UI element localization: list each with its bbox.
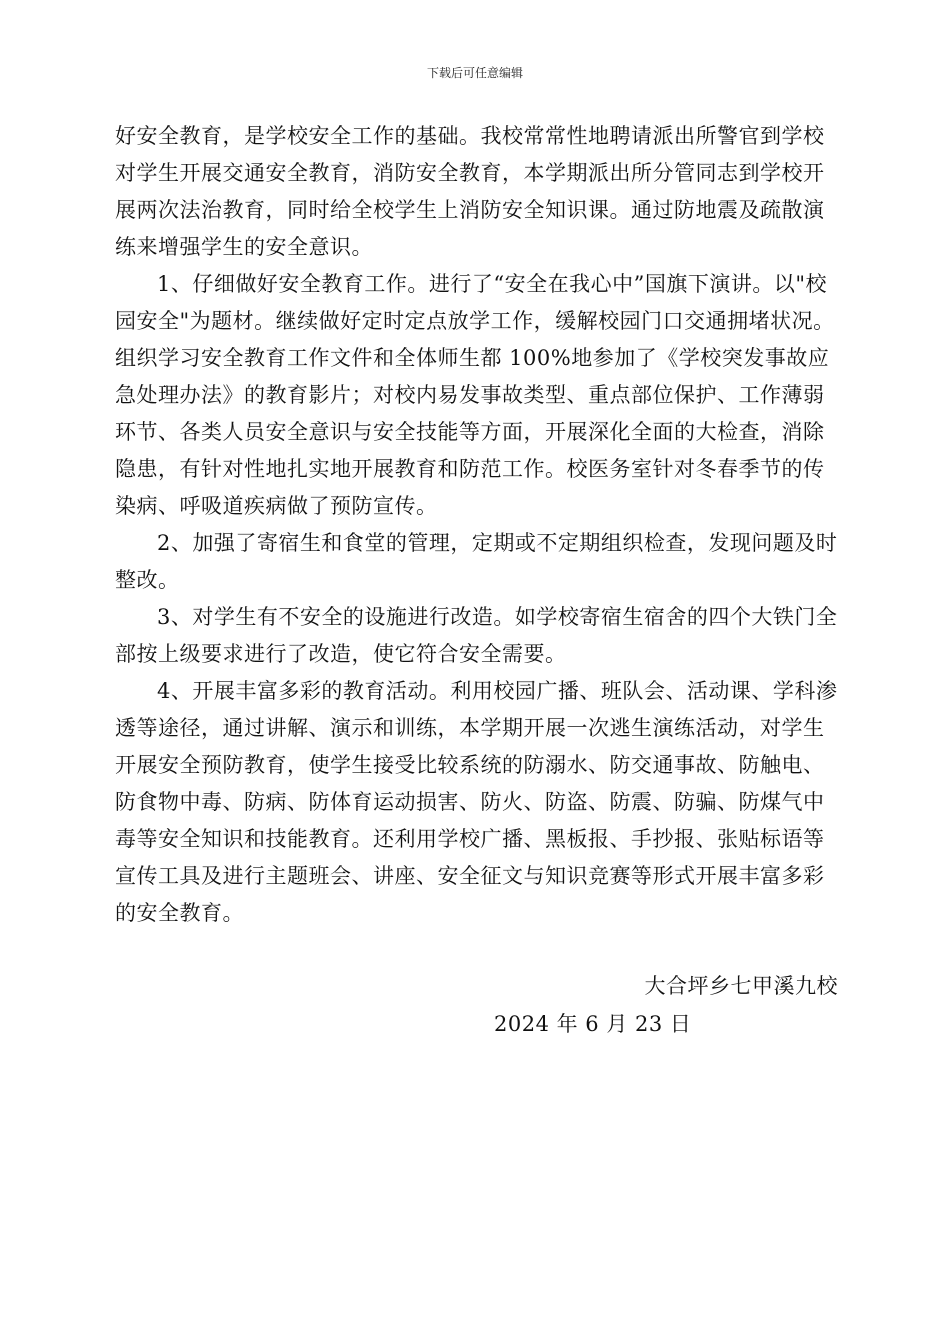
paragraph-item-2: 2、加强了寄宿生和食堂的管理，定期或不定期组织检查，发现问题及时整改。 [115, 531, 838, 592]
signature-date: 2024 年 6 月 23 日 [494, 1012, 692, 1036]
page-header-note: 下载后可任意编辑 [426, 66, 523, 80]
paragraph-intro: 好安全教育，是学校安全工作的基础。我校常常性地聘请派出所警官到学校对学生开展交通安全教育，消防安全教育，本学期派出所分管同志到学校开展两次法治教育，同时给全校学生上消防安全知识课。通过防地震及疏散演练来增强学生的安全意识。 [115, 124, 825, 259]
paragraph-item-3: 3、对学生有不安全的设施进行改造。如学校寄宿生宿舍的四个大铁门全部按上级要求进行了改造，使它符合安全需要。 [115, 605, 838, 666]
document-body [115, 118, 845, 932]
paragraph-item-4: 4、开展丰富多彩的教育活动。利用校园广播、班队会、活动课、学科渗透等途径，通过讲解、演示和训练，本学期开展一次逃生演练活动，对学生开展安全预防教育，使学生接受比较系统的防溺水、防交通事故、防触电、防食物中毒、防病、防体育运动损害、防火、防盗、防震、防骗、防煤气中毒等安全知识和技能教育。还利用学校广播、黑板报、手抄报、张贴标语等宣传工具及进行主题班会、讲座、安全征文与知识竞赛等形式开展丰富多彩的安全教育。 [115, 679, 838, 925]
paragraph-item-1: 1、仔细做好安全教育工作。进行了“安全在我心中”国旗下演讲。以"校园安全"为题材。继续做好定时定点放学工作，缓解校园门口交通拥堵状况。组织学习安全教育工作文件和全体师生都 100%地参加了《学校突发事故应急处理办法》的教育影片；对校内易发事故类型、重点部位保护、工作薄弱环节、各类人员安全意识与安全技能等方面，开展深化全面的大检查，消除隐患，有针对性地扎实地开展教育和防范工作。校医务室针对冬春季节的传染病、呼吸道疾病做了预防宣传。 [115, 272, 835, 518]
signature-school: 大合坪乡七甲溪九校 [644, 974, 838, 998]
